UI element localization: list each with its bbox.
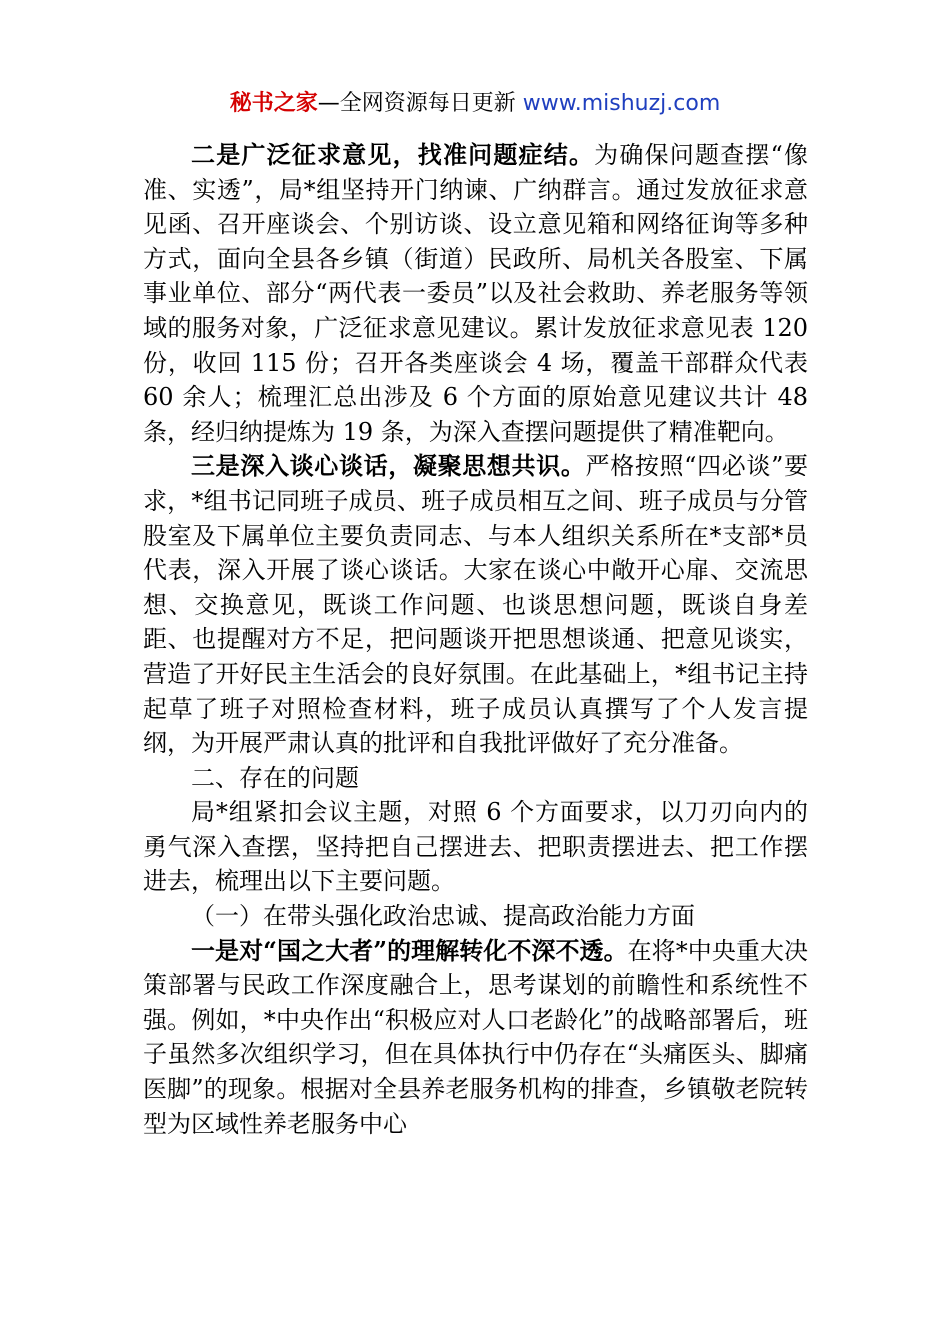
- page-header: [0, 88, 950, 120]
- paragraph-text: 二、存在的问题: [191, 763, 359, 792]
- paragraph-text: 局*组紧扣会议主题，对照 6 个方面要求，以刀刃向内的勇气深入查摆，坚持把自己摆进去、把职责摆进去、把工作摆进去，梳理出以下主要问题。: [143, 798, 808, 896]
- paragraph-solicit-opinions: [143, 138, 808, 449]
- header-brand: 秘书之家: [229, 91, 318, 116]
- paragraph-text: 在将*中央重大决策部署与民政工作深度融合上，思考谋划的前瞻性和系统性不强。例如，*中央作出“积极应对人口老龄化”的战略部署后，班子虽然多次组织学习，但在具体执行中仍存在“头痛医头、脚痛医脚”的现象。根据对全县养老服务机构的排查，乡镇敬老院转型为区域性养老服务中心: [143, 936, 808, 1138]
- header-tagline: 全网资源每日更新: [339, 91, 523, 116]
- paragraph-text: （一）在带头强化政治忠诚、提高政治能力方面: [191, 902, 695, 931]
- section-heading-existing-problems: [143, 761, 808, 796]
- subsection-heading-political-loyalty: [143, 899, 808, 934]
- paragraph-lead: 三是深入谈心谈话，凝聚思想共识。: [191, 451, 586, 481]
- paragraph-lead: 一是对“国之大者”的理解转化不深不透。: [191, 935, 628, 965]
- header-url-link[interactable]: www.mishuzj.com: [522, 91, 721, 116]
- paragraph-problem-overview: [143, 795, 808, 899]
- paragraph-heart-to-heart-talks: [143, 449, 808, 760]
- paragraph-national-priorities: [143, 934, 808, 1142]
- header-dash: —: [317, 91, 340, 116]
- document-body: [143, 138, 808, 1141]
- paragraph-text: 为确保问题查摆“像准、实透”，局*组坚持开门纳谏、广纳群言。通过发放征求意见函、召开座谈会、个别访谈、设立意见箱和网络征询等多种方式，面向全县各乡镇（街道）民政所、局机关各股室、下属事业单位、部分“两代表一委员”以及社会救助、养老服务等领域的服务对象，广泛征求意见建议。累计发放征求意见表 120 份，收回 115 份；召开各类座谈会 4 场，覆盖干部群众代表 60 余人；梳理汇总出涉及 6 个方面的原始意见建议共计 48 条，经归纳提炼为 19 条，为深入查摆问题提供了精准靶向。: [143, 141, 808, 446]
- paragraph-text: 严格按照“四必谈”要求，*组书记同班子成员、班子成员相互之间、班子成员与分管股室及下属单位主要负责同志、与本人组织关系所在*支部*员代表，深入开展了谈心谈话。大家在谈心中敞开心扉、交流思想、交换意见，既谈工作问题、也谈思想问题，既谈自身差距、也提醒对方不足，把问题谈开把思想谈通、把意见谈实，营造了开好民主生活会的良好氛围。在此基础上，*组书记主持起草了班子对照检查材料，班子成员认真撰写了个人发言提纲，为开展严肃认真的批评和自我批评做好了充分准备。: [143, 452, 808, 758]
- paragraph-lead: 二是广泛征求意见，找准问题症结。: [191, 140, 595, 169]
